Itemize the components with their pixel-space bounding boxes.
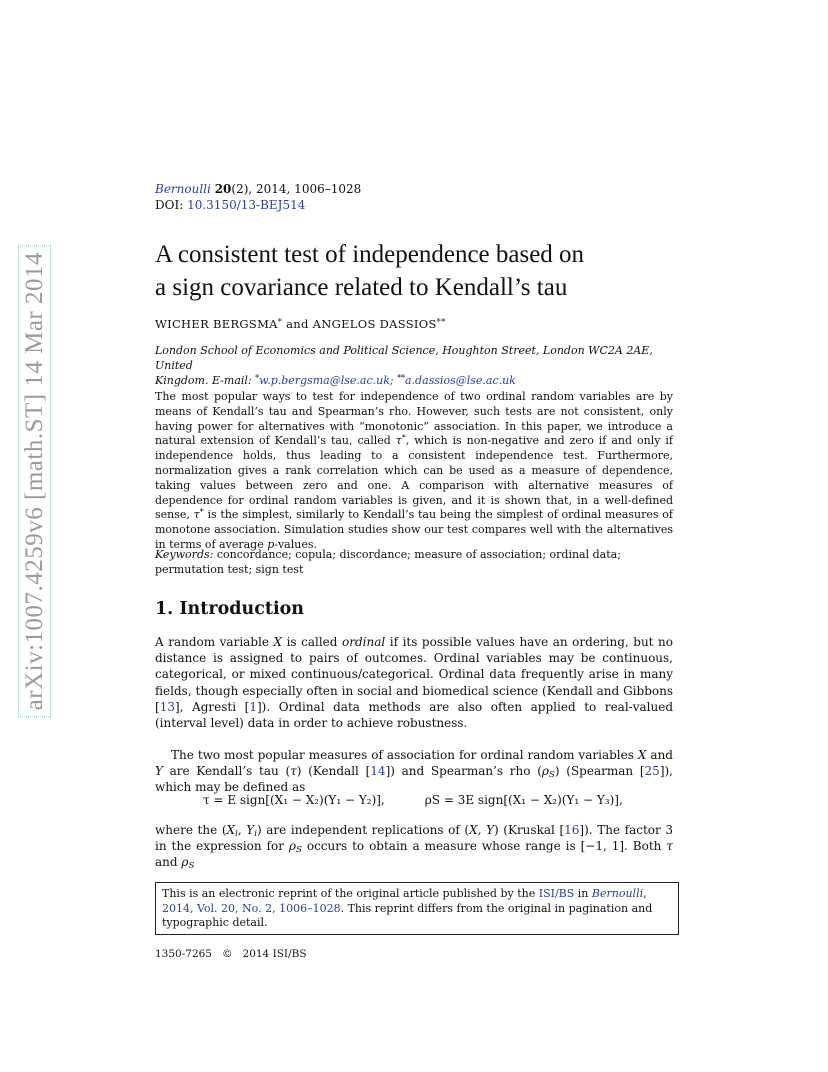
keywords: [155, 547, 673, 577]
author-mark: *: [277, 316, 283, 327]
citation-link[interactable]: 25: [644, 764, 660, 779]
abstract-text: is the simplest, similarly to Kendall’s tau being the simplest of ordinal measures of monotone association. Simulation studies show our test compares well with the alternatives in terms of average: [155, 508, 673, 551]
journal-issue-pages: (2), 2014, 1006–1028: [231, 182, 362, 196]
title-line-2: a sign covariance related to Kendall’s tau: [155, 274, 568, 301]
issn-copyright: 1350-7265 © 2014 ISI/BS: [155, 948, 307, 960]
citation-link[interactable]: 16: [564, 823, 580, 837]
doi-link[interactable]: 10.3150/13-BEJ514: [187, 198, 306, 212]
isibs-link[interactable]: ISI/BS: [538, 887, 575, 900]
email-mark: *: [255, 373, 260, 383]
email-link-1[interactable]: w.p.bergsma@lse.ac.uk;: [259, 374, 394, 387]
math-symbol: τ: [193, 508, 200, 522]
equation-tau: τ = E sign[(X₁ − X₂)(Y₁ − Y₂)],: [203, 793, 385, 807]
affiliation-line: London School of Economics and Political Science, Houghton Street, London WC2A 2AE, United: [155, 344, 653, 372]
arxiv-stamp: arXiv:1007.4259v6 [math.ST] 14 Mar 2014: [18, 245, 51, 717]
citation-link[interactable]: 14: [370, 764, 386, 779]
abstract-text: , which is non-negative and zero if and only if independence holds, thus leading to a consistent independence test. Furthermore, normalization gives a rank correlation which can be used as a measure of dependence, taking values between zero and one. A comparison with alternative measures of dependence for ordinal random variables is given, and it is shown that, in a well-defined sense,: [155, 434, 673, 522]
journal-citation: [155, 181, 673, 197]
math-symbol: p: [267, 537, 275, 551]
reprint-notice: This is an electronic reprint of the original article published by the ISI/BS in Bernoulli, 2014, Vol. 20, No. 2, 1006–1028. This reprint differs from the original in pagination and typographic detail.: [155, 882, 679, 935]
abstract-text: -values.: [274, 537, 317, 551]
title-line-1: A consistent test of independence based on: [155, 241, 585, 268]
section-heading: 1. Introduction: [155, 599, 304, 619]
email-link-2[interactable]: a.dassios@lse.ac.uk: [404, 374, 516, 387]
affiliation: [155, 343, 673, 388]
body-paragraph: where the ($X_i$, $Y_i$) are independent replications of (X, Y) (Kruskal [16]). The factor 3 in the expression for $\rho_S$ occurs to obtain a measure whose range is [−1, 1]. Both τ and $\rho_S$: [155, 823, 674, 872]
citation-link[interactable]: 13: [159, 699, 175, 714]
author-name: WICHER BERGSMA: [155, 317, 278, 331]
citation-link[interactable]: 1: [249, 699, 257, 714]
citation-link[interactable]: 2014, Vol. 20, No. 2, 1006–1028: [162, 901, 341, 915]
journal-link[interactable]: Bernoulli: [155, 182, 211, 196]
paper-title: [155, 238, 675, 304]
equation-rho: ρS = 3E sign[(X₁ − X₂)(Y₁ − Y₃)],: [424, 793, 623, 807]
author-mark: **: [436, 316, 446, 327]
math-symbol: X: [273, 635, 283, 649]
display-equation: [203, 792, 673, 808]
author-list: [155, 316, 673, 332]
abstract-text: The most popular ways to test for independence of two ordinal random variables are by means of Kendall’s tau and Spearman’s rho. However, such tests are not consistent, only having power for alternatives with “monotonic” association. In this paper, we introduce a natural extension of Kendall’s tau, called: [155, 390, 673, 448]
doi-line: [155, 197, 673, 213]
keywords-text: concordance; copula; discordance; measure of association; ordinal data; permutation test; sign test: [155, 548, 621, 576]
journal-volume: 20: [214, 182, 232, 196]
emphasis: ordinal: [342, 635, 386, 649]
abstract: The most popular ways to test for independence of two ordinal random variables are by means of Kendall’s tau and Spearman’s rho. However, such tests are not consistent, only having power for alternatives with “monotonic” association. In this paper, we introduce a natural extension of Kendall’s tau, called τ*, which is non-negative and zero if and only if independence holds, thus leading to a consistent independence test. Furthermore, normalization gives a rank correlation which can be used as a measure of dependence, taking values between zero and one. A comparison with alternative measures of dependence for ordinal random variables is given, and it is shown that, in a well-defined sense, τ* is the simplest, similarly to Kendall’s tau being the simplest of ordinal measures of monotone association. Simulation studies show our test compares well with the alternatives in terms of average p-values.: [155, 390, 673, 551]
math-symbol: τ: [395, 434, 402, 448]
author-conjunction: and: [286, 317, 309, 331]
author-name: ANGELOS DASSIOS: [312, 317, 437, 331]
journal-link[interactable]: Bernoulli: [591, 887, 644, 900]
doi-label: DOI:: [155, 198, 184, 212]
affiliation-email-label: Kingdom. E-mail:: [155, 374, 252, 387]
body-paragraph: A random variable X is called ordinal if its possible values have an ordering, but no distance is assigned to pairs of outcomes. Ordinal variables may be continuous, categorical, or mixed continuous/categorical. Ordinal data frequently arise in many fields, though especially often in social and biomedical science (Kendall and Gibbons [13], Agresti [1]). Ordinal data methods are also often applied to real-valued (interval level) data in order to achieve robustness.: [155, 635, 674, 731]
body-paragraph: The two most popular measures of association for ordinal random variables X and Y are Kendall’s tau (τ) (Kendall [14]) and Spearman’s rho $(\rho_S)$ (Spearman [25]), which may be defined as: [155, 748, 673, 795]
email-mark: **: [397, 373, 405, 383]
keywords-label: Keywords:: [155, 548, 214, 561]
